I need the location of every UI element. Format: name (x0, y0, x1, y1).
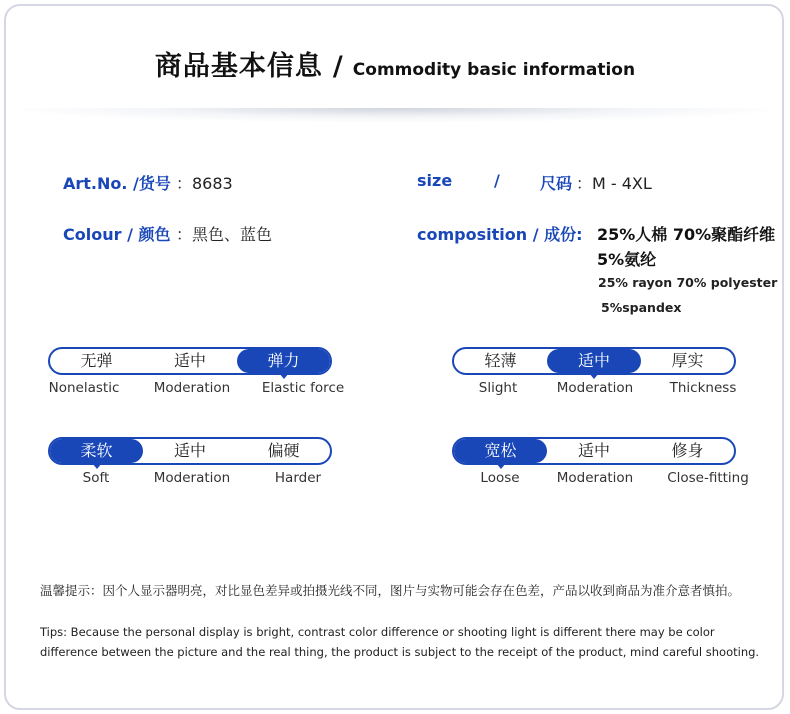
fit-scale (452, 437, 736, 465)
fit-option-close-fitting: 修身 (671, 441, 704, 460)
fit-option-moderation: 适中 (577, 441, 610, 460)
title-divider (20, 108, 770, 122)
art-no-value: ：8683 (176, 174, 233, 193)
title-en: Commodity basic information (352, 60, 636, 80)
thickness-caption-slight: Slight (478, 380, 518, 396)
size-slash: / (494, 171, 500, 190)
elasticity-option-moderation: 适中 (173, 351, 206, 370)
softness-option-soft: 柔软 (50, 439, 143, 463)
softness-caption-harder: Harder (274, 470, 322, 486)
elasticity-option-nonelastic: 无弹 (80, 351, 113, 370)
elasticity-caption-moderation: Moderation (153, 380, 231, 396)
fit-caption-close-fitting: Close-fitting (667, 470, 749, 486)
fit-caption-loose: Loose (480, 470, 520, 486)
softness-option-moderation: 适中 (173, 441, 206, 460)
tip-chinese: 温馨提示：因个人显示器明亮，对比显色差异或拍摄光线不同，图片与实物可能会存在色差，产品以收到商品为准介意者慎拍。 (40, 583, 741, 598)
thickness-option-moderation: 适中 (547, 349, 641, 373)
page-title (0, 44, 790, 83)
elasticity-option-elastic: 弹力 (237, 349, 330, 373)
fit-option-loose: 宽松 (454, 439, 547, 463)
elasticity-caption-elastic: Elastic force (261, 380, 345, 396)
thickness-scale (452, 347, 736, 375)
composition-en2: 5%spandex (601, 300, 682, 315)
thickness-option-thick: 厚实 (671, 351, 704, 370)
softness-scale (48, 437, 332, 465)
tip-english: Tips: Because the personal display is bright, contrast color difference or shooting light is different there may be color difference between the picture and the real thing, the product is subject to the receipt of the product, mind careful shooting. (40, 625, 760, 659)
size-label: size (417, 171, 453, 190)
art-no-label: Art.No. /货号 (63, 174, 171, 193)
softness-caption-soft: Soft (82, 470, 110, 486)
thickness-caption-thick: Thickness (669, 380, 737, 396)
size-value: ：M - 4XL (576, 174, 652, 193)
composition-en1: 25% rayon 70% polyester (598, 275, 778, 290)
elasticity-scale (48, 347, 332, 375)
size-cn-label: 尺码 (540, 174, 573, 193)
fit-caption-moderation: Moderation (556, 470, 634, 486)
title-cn: 商品基本信息 (154, 51, 323, 82)
title-slash: / (332, 51, 343, 82)
composition-line2: 5%氨纶 (597, 250, 657, 269)
colour-label: Colour / 颜色 (63, 225, 171, 244)
thickness-option-slight: 轻薄 (484, 351, 517, 370)
softness-option-harder: 偏硬 (267, 441, 300, 460)
softness-caption-moderation: Moderation (153, 470, 231, 486)
composition-line1: 25%人棉 70%聚酯纤维 (597, 225, 776, 244)
colour-value: ：黑色、蓝色 (176, 225, 273, 244)
elasticity-caption-nonelastic: Nonelastic (48, 380, 120, 396)
thickness-caption-moderation: Moderation (556, 380, 634, 396)
composition-label: composition / 成份: (417, 225, 583, 244)
